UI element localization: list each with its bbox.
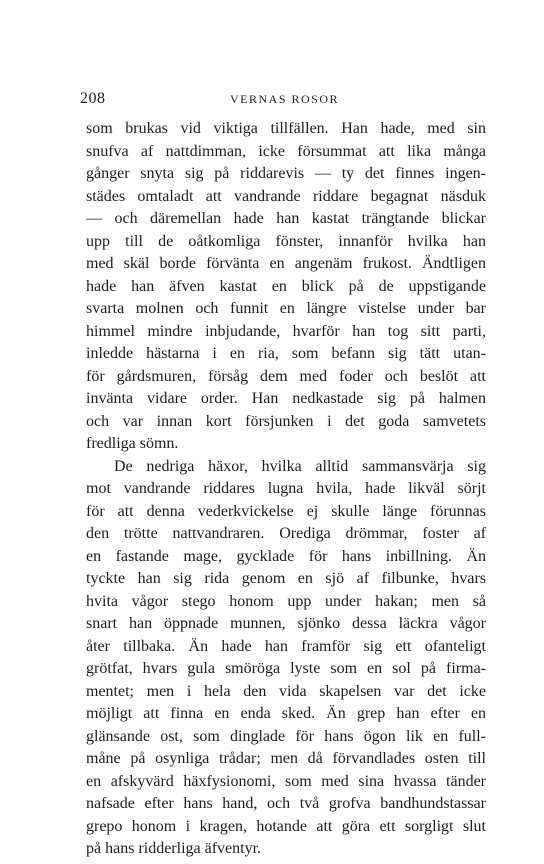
text-line: — och däremellan hade han kastat trängtande blickar <box>86 210 486 227</box>
text-line: inledde hästarna i en ria, som befann sig tätt utan- <box>86 345 486 362</box>
text-line: mentet; men i hela den vida skapelsen var det icke <box>86 682 486 700</box>
page-header <box>80 90 464 112</box>
text-line: svarta molnen och funnit en längre vistelse under bar <box>86 300 486 317</box>
text-line: med skäl borde förvänta en angenäm frukost. Ändtligen <box>86 255 486 272</box>
text-line: grötfat, hvars gula smöröga lyste som en sol på firma- <box>86 660 486 677</box>
page-number: 208 <box>80 90 106 107</box>
text-line: tyckte han sig rida genom en sjö af filbunke, hvars <box>86 570 486 587</box>
text-line: möjligt att finna en enda sked. Än grep han efter en <box>86 705 486 722</box>
text-line: invänta vidare order. Han nedkastade sig på halmen <box>86 390 486 407</box>
text-line: en afskyvärd häxfysionomi, som med sina hvassa tänder <box>86 772 486 790</box>
text-line: mot vandrande riddares lugna hvila, hade likväl sörjt <box>86 480 486 497</box>
text-line: glänsande ost, som dinglade för hans ögon lik en full- <box>86 727 486 745</box>
text-line: himmel mindre inbjudande, hvarför han tog sitt parti, <box>86 322 486 340</box>
text-line: för gårdsmuren, försåg dem med foder och beslöt att <box>86 367 486 385</box>
text-line: åter tillbaka. Än hade han framför sig ett ofanteligt <box>86 637 486 655</box>
text-line: en fastande mage, gycklade för hans inbillning. Än <box>86 547 486 565</box>
text-line: städes omtaladt att vandrande riddare begagnat näsduk <box>86 187 486 205</box>
text-line: och var innan kort försjunken i det goda samvetets <box>86 412 486 430</box>
text-line: den trötte nattvandraren. Orediga drömmar, foster af <box>86 525 486 542</box>
paragraph <box>86 118 486 456</box>
text-line: hvita vågor stego honom upp under hakan; men så <box>86 592 486 610</box>
text-line: gånger snyta sig på riddarevis — ty det finnes ingen- <box>86 165 486 182</box>
paragraph <box>86 456 486 861</box>
text-line: snufva af nattdimman, icke försummat att lika många <box>86 142 486 160</box>
text-line: fredliga sömn. <box>86 435 179 452</box>
text-line: hade han äfven kastat en blick på de uppstigande <box>86 277 486 295</box>
body-text <box>86 118 486 861</box>
text-line: nafsade efter hans hand, och två grofva bandhundstassar <box>86 795 486 812</box>
text-line: upp till de oåtkomliga fönster, innanför hvilka han <box>86 232 486 250</box>
text-line: på hans ridderliga äfventyr. <box>86 840 262 857</box>
running-title: VERNAS ROSOR <box>230 92 340 106</box>
text-line: snart han öppnade munnen, sjönko dessa läckra vågor <box>86 615 486 632</box>
text-line: som brukas vid viktiga tillfällen. Han hade, med sin <box>86 120 486 137</box>
text-line: grepo honom i kragen, hotande att göra ett sorgligt slut <box>86 817 486 835</box>
text-line: måne på osynliga trådar; men då förvandlades osten till <box>86 750 486 767</box>
text-line: De nedriga häxor, hvilka alltid sammansvärja sig <box>114 457 486 475</box>
text-line: för att denna vederkvickelse ej skulle länge förunnas <box>86 502 486 520</box>
